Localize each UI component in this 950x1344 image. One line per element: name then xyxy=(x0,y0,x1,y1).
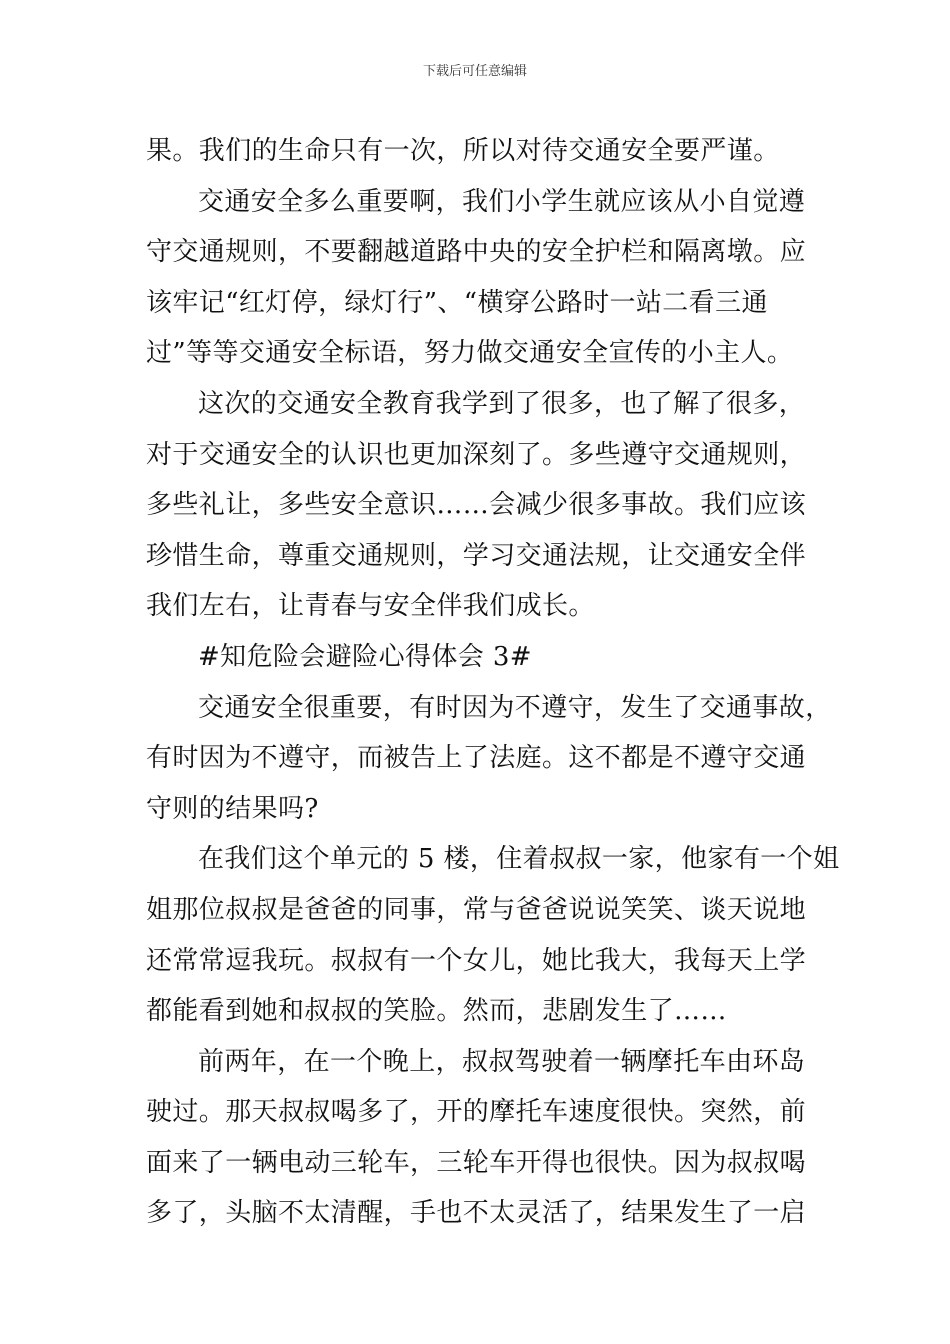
text-line: 还常常逗我玩。叔叔有一个女儿，她比我大，我每天上学 xyxy=(146,945,807,976)
section-heading: #知危险会避险心得体会 3# xyxy=(198,641,532,672)
text-line: 有时因为不遵守，而被告上了法庭。这不都是不遵守交通 xyxy=(146,743,807,774)
text-line: 姐那位叔叔是爸爸的同事，常与爸爸说说笑笑、谈天说地 xyxy=(146,894,807,925)
text-line: 该牢记“红灯停，绿灯行”、“横穿公路时一站二看三通 xyxy=(146,287,768,318)
text-line: 在我们这个单元的 5 楼，住着叔叔一家，他家有一个姐 xyxy=(198,844,840,875)
text-line: 过”等等交通安全标语，努力做交通安全宣传的小主人。 xyxy=(146,338,794,369)
text-line: 前两年，在一个晚上，叔叔驾驶着一辆摩托车由环岛 xyxy=(198,1046,806,1077)
page-header: 下载后可任意编辑 xyxy=(422,64,527,79)
text-line: 多些礼让，多些安全意识……会减少很多事故。我们应该 xyxy=(146,490,807,521)
text-line: 交通安全多么重要啊，我们小学生就应该从小自觉遵 xyxy=(198,186,806,217)
document-body xyxy=(146,126,840,1239)
text-line: 交通安全很重要，有时因为不遵守，发生了交通事故， xyxy=(198,692,832,723)
text-line: 我们左右，让青春与安全伴我们成长。 xyxy=(146,591,595,622)
text-line: 珍惜生命，尊重交通规则，学习交通法规，让交通安全伴 xyxy=(146,540,807,571)
text-line: 守交通规则，不要翻越道路中央的安全护栏和隔离墩。应 xyxy=(146,237,807,268)
text-line: 面来了一辆电动三轮车，三轮车开得也很快。因为叔叔喝 xyxy=(146,1147,807,1178)
text-line: 驶过。那天叔叔喝多了，开的摩托车速度很快。突然，前 xyxy=(146,1097,807,1128)
text-line: 守则的结果吗? xyxy=(146,793,319,824)
text-line: 对于交通安全的认识也更加深刻了。多些遵守交通规则， xyxy=(146,439,807,470)
text-line: 这次的交通安全教育我学到了很多，也了解了很多， xyxy=(198,388,806,419)
text-line: 多了，头脑不太清醒，手也不太灵活了，结果发生了一启 xyxy=(146,1198,807,1229)
text-line: 果。我们的生命只有一次，所以对待交通安全要严谨。 xyxy=(146,136,780,166)
text-line: 都能看到她和叔叔的笑脸。然而，悲剧发生了…… xyxy=(146,996,727,1027)
